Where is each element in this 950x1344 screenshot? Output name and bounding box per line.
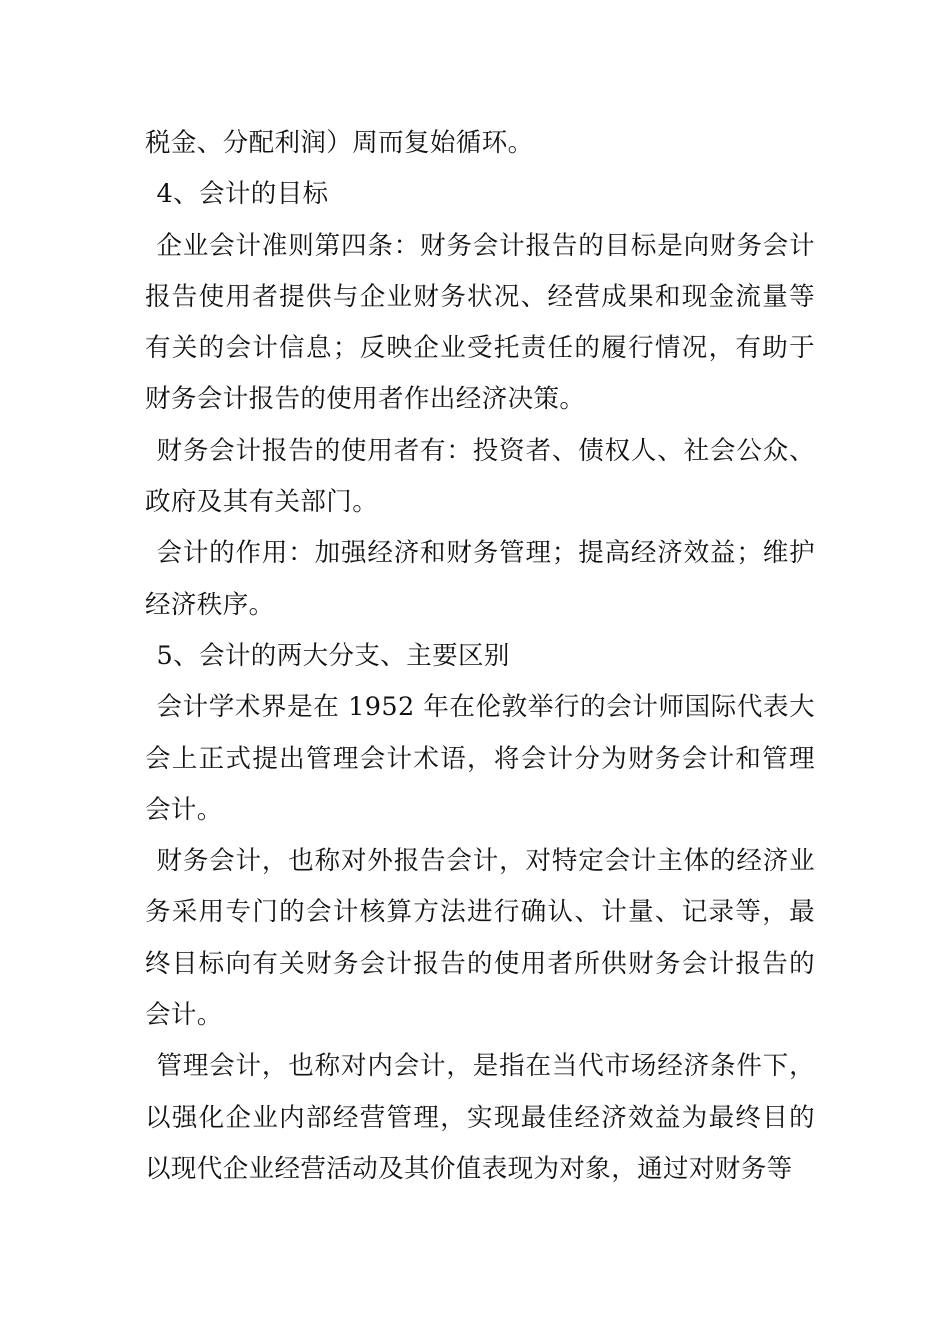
paragraph-accounting-role: 会计的作用：加强经济和财务管理；提高经济效益；维护经济秩序。 — [145, 538, 815, 620]
heading-two-branches: 5、会计的两大分支、主要区别 — [156, 640, 510, 671]
heading-accounting-objectives: 4、会计的目标 — [156, 179, 329, 210]
paragraph-management-accounting: 管理会计，也称对内会计，是指在当代市场经济条件下，以强化企业内部经营管理，实现最佳经济效益为最终目的以现代企业经营活动及其价值表现为对象，通过对财务等 — [145, 1051, 815, 1184]
paragraph-financial-accounting: 财务会计，也称对外报告会计，对特定会计主体的经济业务采用专门的会计核算方法进行确认、计量、记录等，最终目标向有关财务会计报告的使用者所供财务会计报告的会计。 — [145, 846, 815, 1031]
body-text — [145, 118, 815, 1195]
paragraph-report-users: 财务会计报告的使用者有：投资者、债权人、社会公众、政府及其有关部门。 — [145, 435, 815, 518]
paragraph-tax-cycle: 税金、分配利润）周而复始循环。 — [145, 128, 534, 158]
paragraph-1952-congress: 会计学术界是在 1952 年在伦敦举行的会计师国际代表大会上正式提出管理会计术语，将会计分为财务会计和管理会计。 — [145, 692, 815, 825]
paragraph-standard-article-4: 企业会计准则第四条：财务会计报告的目标是向财务会计报告使用者提供与企业财务状况、经营成果和现金流量等有关的会计信息；反映企业受托责任的履行情况，有助于财务会计报告的使用者作出经济决策。 — [145, 230, 815, 415]
